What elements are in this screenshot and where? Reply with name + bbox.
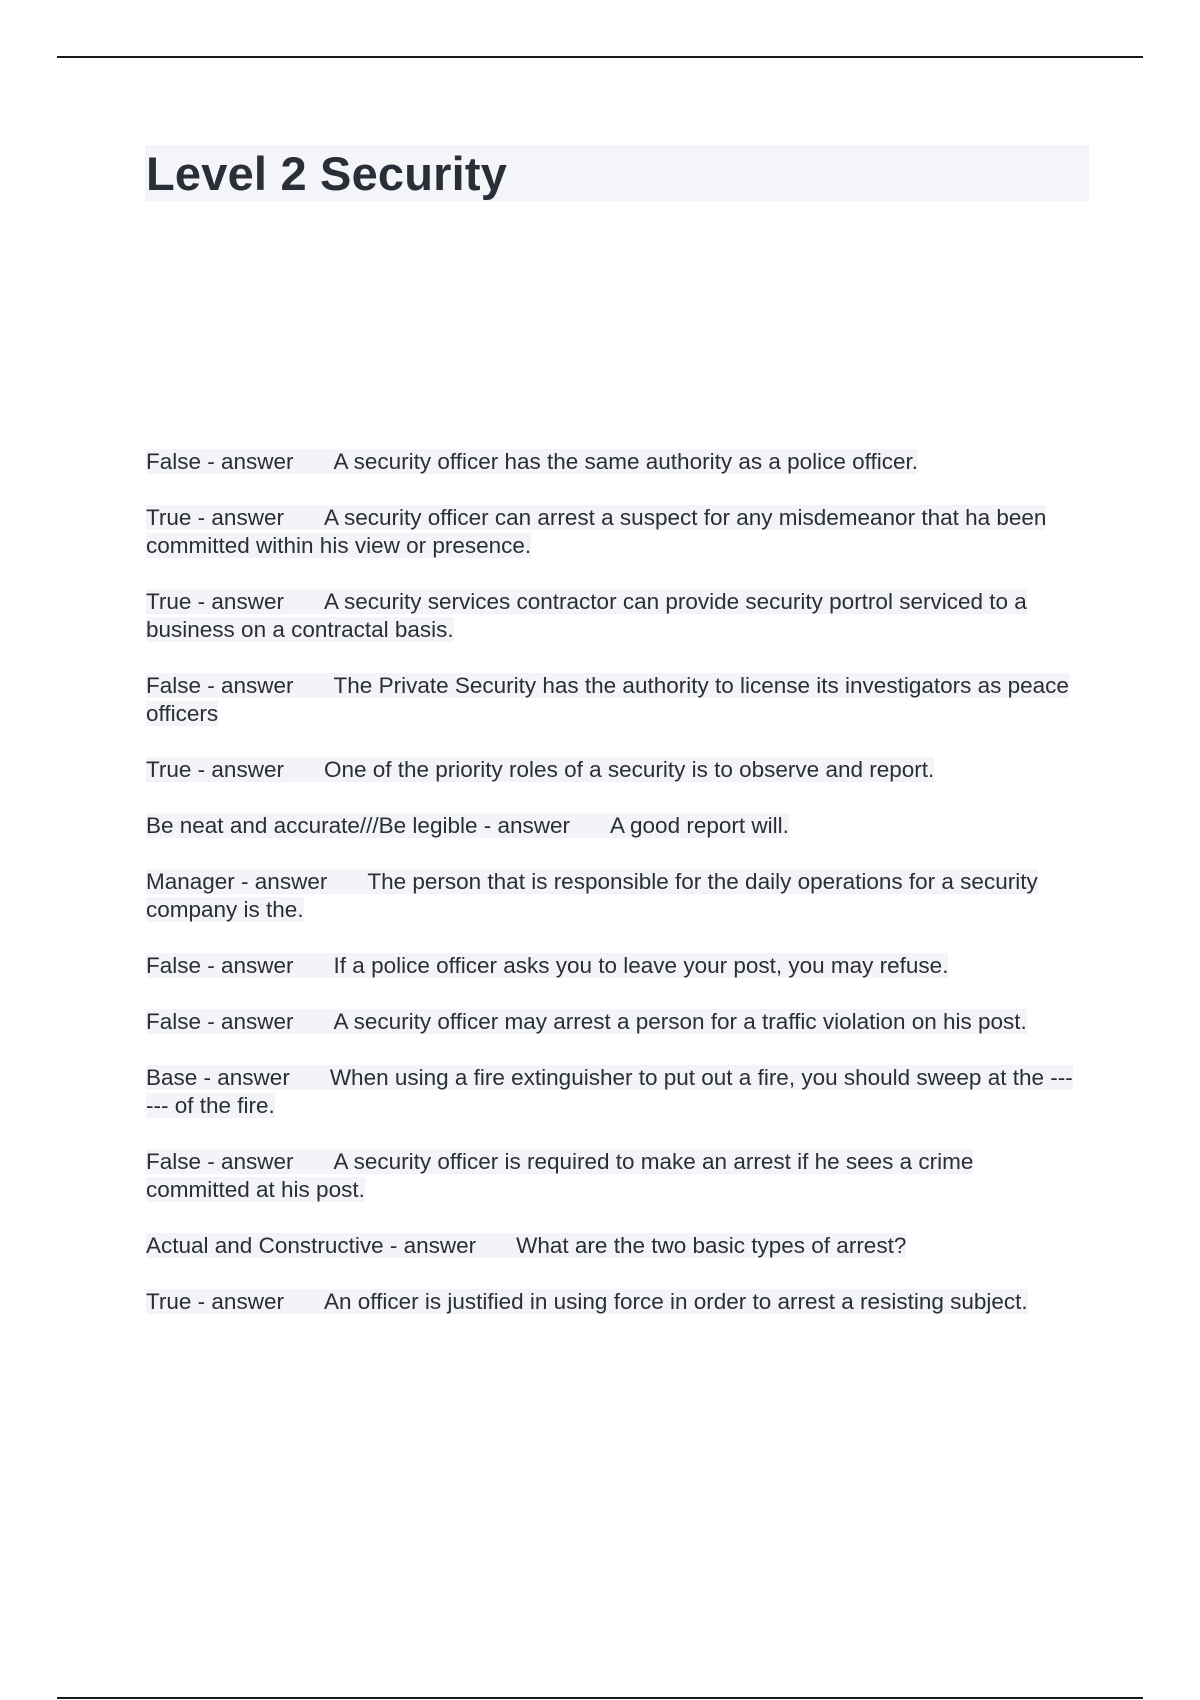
qa-question: One of the priority roles of a security is to observe and report.: [323, 757, 935, 782]
qa-item: [146, 868, 1076, 924]
qa-item: [146, 1288, 1076, 1316]
qa-item: [146, 1008, 1076, 1036]
qa-item: [146, 448, 1076, 476]
qa-item: [146, 1148, 1076, 1204]
qa-answer: True - answer: [146, 1289, 284, 1314]
bottom-divider: [57, 1697, 1143, 1699]
qa-question: An officer is justified in using force in order to arrest a resisting subject.: [323, 1289, 1028, 1314]
qa-question: When using a fire extinguisher to put out a fire, you should sweep at the ------ of the fire.: [146, 1065, 1073, 1118]
qa-item: [146, 504, 1076, 560]
qa-item: [146, 1232, 1076, 1260]
qa-question: A security officer can arrest a suspect for any misdemeanor that ha been committed within his view or presence.: [146, 505, 1047, 558]
qa-answer: True - answer: [146, 757, 284, 782]
qa-question: The person that is responsible for the daily operations for a security company is the.: [146, 869, 1038, 922]
qa-item: [146, 672, 1076, 728]
qa-answer: False - answer: [146, 1009, 294, 1034]
qa-answer: False - answer: [146, 673, 294, 698]
qa-answer: True - answer: [146, 589, 284, 614]
qa-question: A good report will.: [610, 813, 789, 838]
qa-answer: False - answer: [146, 449, 294, 474]
qa-answer: True - answer: [146, 505, 284, 530]
qa-answer: Manager - answer: [146, 869, 328, 894]
qa-item: [146, 952, 1076, 980]
qa-item: [146, 812, 1076, 840]
qa-answer: Base - answer: [146, 1065, 290, 1090]
qa-item: [146, 756, 1076, 784]
page-title: Level 2 Security: [146, 147, 508, 200]
qa-question: A security officer is required to make an arrest if he sees a crime committed at his post.: [146, 1149, 974, 1202]
qa-answer: Actual and Constructive - answer: [146, 1233, 477, 1258]
qa-question: If a police officer asks you to leave your post, you may refuse.: [333, 953, 949, 978]
qa-question: The Private Security has the authority to license its investigators as peace officers: [146, 673, 1069, 726]
qa-answer: False - answer: [146, 1149, 294, 1174]
qa-item: [146, 588, 1076, 644]
qa-answer: Be neat and accurate///Be legible - answer: [146, 813, 571, 838]
qa-item: [146, 1064, 1076, 1120]
qa-question: What are the two basic types of arrest?: [516, 1233, 907, 1258]
qa-list: [146, 448, 1076, 1344]
qa-question: A security officer may arrest a person for a traffic violation on his post.: [333, 1009, 1027, 1034]
qa-question: A security officer has the same authority as a police officer.: [333, 449, 919, 474]
qa-question: A security services contractor can provide security portrol serviced to a business on a contractal basis.: [146, 589, 1027, 642]
qa-answer: False - answer: [146, 953, 294, 978]
top-divider: [57, 56, 1143, 58]
